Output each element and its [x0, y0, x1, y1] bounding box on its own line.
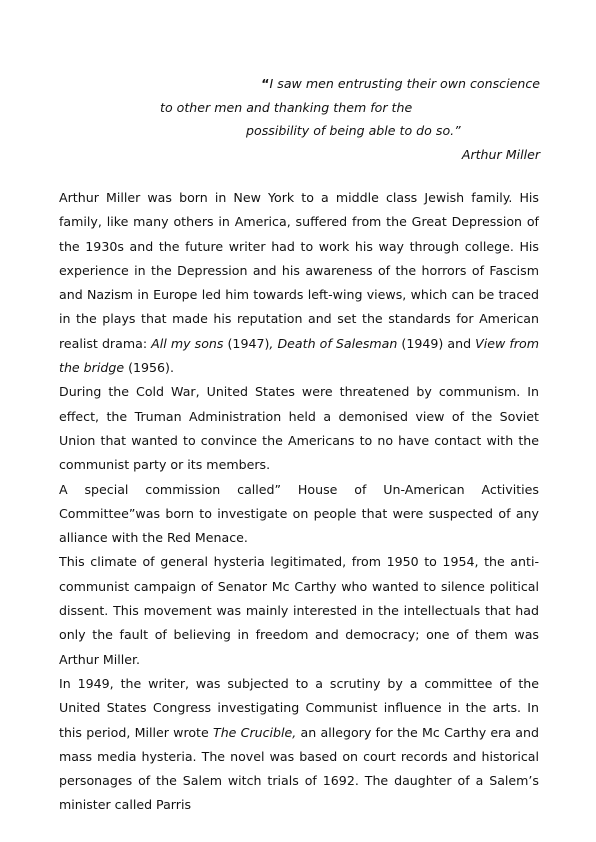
epigraph-quote: [60, 72, 540, 166]
epigraph-line-3: possibility of being able to do so.”: [246, 123, 461, 138]
paragraph-2: During the Cold War, United States were threatened by communism. In effect, the Truman Administration held a demonised view of the Soviet Union that wanted to convince the Americans to no have contact with the communist party or its members.: [59, 384, 539, 473]
body-text: [59, 186, 539, 818]
work-title-view-from-the-bridge: View from the bridge: [59, 335, 539, 376]
year-1956: (1956).: [124, 360, 174, 376]
paragraph-5-text-a: In 1949, the writer, was subjected to a scrutiny by a committee of the United States Congress investigating Communist influence in the arts. In this period, Miller wrote: [59, 675, 539, 740]
paragraph-1: [59, 186, 539, 380]
paragraph-3: A special commission called” House of Un-American Activities Committee”was born to investigate on people that were suspected of any alliance with the Red Menace.: [59, 481, 539, 546]
year-1947: (1947): [223, 335, 270, 351]
paragraph-5: [59, 672, 539, 818]
paragraph-4: This climate of general hysteria legitimated, from 1950 to 1954, the anti-communist campaign of Senator Mc Carthy who wanted to silence political dissent. This movement was mainly interested in the intellectuals that had only the fault of believing in freedom and democracy; one of them was Arthur Miller.: [59, 554, 539, 667]
epigraph-line-2: to other men and thanking them for the: [160, 99, 413, 115]
title-separator: ,: [269, 335, 278, 351]
epigraph-author: Arthur Miller: [461, 146, 540, 162]
paragraph-1-text: Arthur Miller was born in New York to a middle class Jewish family. His family, like many others in America, suffered from the Great Depression of the 1930s and the future writer had to work his way through college. His experience in the Depression and his awareness of the horrors of Fascism and Nazism in Europe led him towards left-wing views, which can be traced in the plays that made his reputation and set the standards for American realist drama:: [59, 190, 539, 351]
epigraph-line-1-text: I saw men entrusting their own conscience: [269, 76, 540, 91]
work-title-all-my-sons: All my sons: [151, 335, 224, 351]
paragraph-5-text-b: an allegory for the Mc Carthy era and mass media hysteria. The novel was based on court records and historical personages of the Salem witch trials of 1692. The daughter of a Salem’s minister called Parris: [59, 724, 539, 813]
epigraph-open-quote: “: [261, 76, 270, 91]
epigraph-line-1: [60, 72, 540, 96]
work-title-the-crucible: The Crucible,: [213, 724, 297, 740]
year-1949: (1949) and: [397, 335, 476, 351]
work-title-death-of-salesman: Death of Salesman: [277, 335, 398, 351]
